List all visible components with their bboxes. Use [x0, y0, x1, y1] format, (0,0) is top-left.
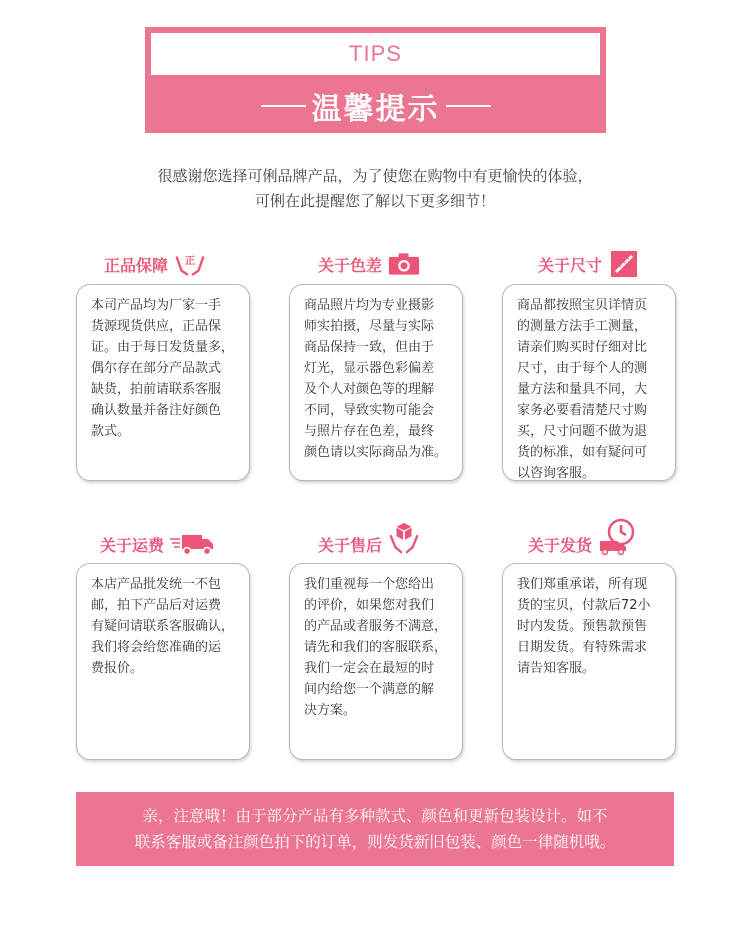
card-dispatch — [502, 563, 676, 760]
card-line: 量方法和量具不同，大 — [517, 382, 648, 397]
header-banner — [145, 27, 606, 133]
card-line: 有疑问请联系客服确认， — [91, 619, 235, 634]
card-line: 颜色请以实际商品为准。 — [304, 445, 448, 460]
card-title-size — [538, 249, 640, 279]
card-title-shipping — [100, 529, 214, 559]
card-line: 偶尔存在部分产品款式 — [91, 361, 222, 376]
card-line: 商品保持一致，但由于 — [304, 340, 435, 355]
delivery-truck-icon — [170, 530, 214, 558]
card-line: 与照片存在色差，最终 — [304, 424, 435, 439]
card-line: 日期发货。有特殊需求 — [517, 640, 648, 655]
title-line-left — [261, 105, 306, 107]
card-size — [502, 284, 676, 481]
tips-bar — [151, 33, 600, 75]
title-row — [145, 81, 606, 131]
card-line: 证。由于每日发货量多， — [91, 340, 235, 355]
card-line: 我们重视每一个您给出 — [304, 577, 435, 592]
card-line: 的测量方法手工测量， — [517, 319, 648, 334]
intro-line: 可俐在此提醒您了解以下更多细节！ — [254, 192, 495, 210]
card-title-color — [318, 249, 420, 279]
card-line: 家务必要看清楚尺寸购 — [517, 403, 648, 418]
card-authentic — [76, 284, 250, 481]
card-line: 本店产品批发统一不包 — [91, 577, 222, 592]
card-line: 决方案。 — [304, 703, 357, 718]
card-title-label: 关于售后 — [318, 535, 383, 555]
card-title-label: 关于运费 — [100, 535, 165, 555]
ruler-icon — [608, 250, 640, 278]
card-line: 灯光，显示器色彩偏差 — [304, 361, 435, 376]
card-line: 请亲们购买时仔细对比 — [517, 340, 648, 355]
tips-label: TIPS — [349, 41, 402, 66]
card-line: 请告知客服。 — [517, 661, 596, 676]
authentic-hands-icon — [174, 250, 206, 278]
card-title-dispatch — [528, 529, 640, 559]
notice-line: 联系客服或备注颜色拍下的订单，则发货新旧包装、颜色一律随机哦。 — [134, 833, 616, 851]
card-line: 确认数量并备注好颜色 — [91, 403, 222, 418]
notice-line: 亲，注意哦！由于部分产品有多种款式、颜色和更新包装设计。如不 — [142, 807, 608, 825]
card-line: 商品照片均为专业摄影 — [304, 298, 435, 313]
card-line: 货源现货供应，正品保 — [91, 319, 222, 334]
intro-line: 很感谢您选择可俐品牌产品，为了使您在购物中有更愉快的体验， — [157, 167, 593, 185]
card-title-label: 关于发货 — [528, 535, 593, 555]
card-line: 请先和我们的客服联系， — [304, 640, 448, 655]
card-line: 以咨询客服。 — [517, 466, 596, 481]
card-line: 缺货，拍前请联系客服 — [91, 382, 222, 397]
card-line: 货的宝贝，付款后72小 — [517, 598, 651, 613]
camera-icon — [388, 250, 420, 278]
card-shipping — [76, 563, 250, 760]
box-hands-icon — [388, 520, 420, 556]
intro-text — [0, 164, 750, 214]
card-title-authentic — [104, 249, 206, 279]
card-line: 我们一定会在最短的时 — [304, 661, 435, 676]
card-line: 商品都按照宝贝详情页 — [517, 298, 648, 313]
card-color — [289, 284, 463, 481]
card-line: 邮，拍下产品后对运费 — [91, 598, 222, 613]
card-line: 货的标准，如有疑问可 — [517, 445, 648, 460]
card-line: 本司产品均为厂家一手 — [91, 298, 222, 313]
svg-text:正: 正 — [184, 255, 196, 267]
card-title-aftersales — [318, 529, 420, 559]
card-line: 间内给您一个满意的解 — [304, 682, 435, 697]
card-line: 我们将会给您准确的运 — [91, 640, 222, 655]
card-line: 时内发货。预售款预售 — [517, 619, 648, 634]
card-line: 师实拍摄，尽量与实际 — [304, 319, 435, 334]
card-line: 费报价。 — [91, 661, 144, 676]
card-aftersales — [289, 563, 463, 760]
card-title-label: 关于尺寸 — [538, 255, 603, 275]
card-line: 及个人对颜色等的理解 — [304, 382, 435, 397]
card-title-label: 关于色差 — [318, 255, 383, 275]
card-line: 的产品或者服务不满意， — [304, 619, 448, 634]
notice-banner — [76, 792, 674, 866]
card-line: 不同，导致实物可能会 — [304, 403, 435, 418]
title-line-right — [446, 105, 491, 107]
clock-truck-icon — [598, 517, 640, 557]
card-line: 买，尺寸问题不做为退 — [517, 424, 648, 439]
card-line: 尺寸，由于每个人的测 — [517, 361, 648, 376]
card-line: 的评价，如果您对我们 — [304, 598, 435, 613]
card-line: 我们郑重承诺，所有现 — [517, 577, 648, 592]
card-title-label: 正品保障 — [104, 255, 169, 275]
card-line: 款式。 — [91, 424, 131, 439]
page-title: 温馨提示 — [311, 92, 440, 127]
